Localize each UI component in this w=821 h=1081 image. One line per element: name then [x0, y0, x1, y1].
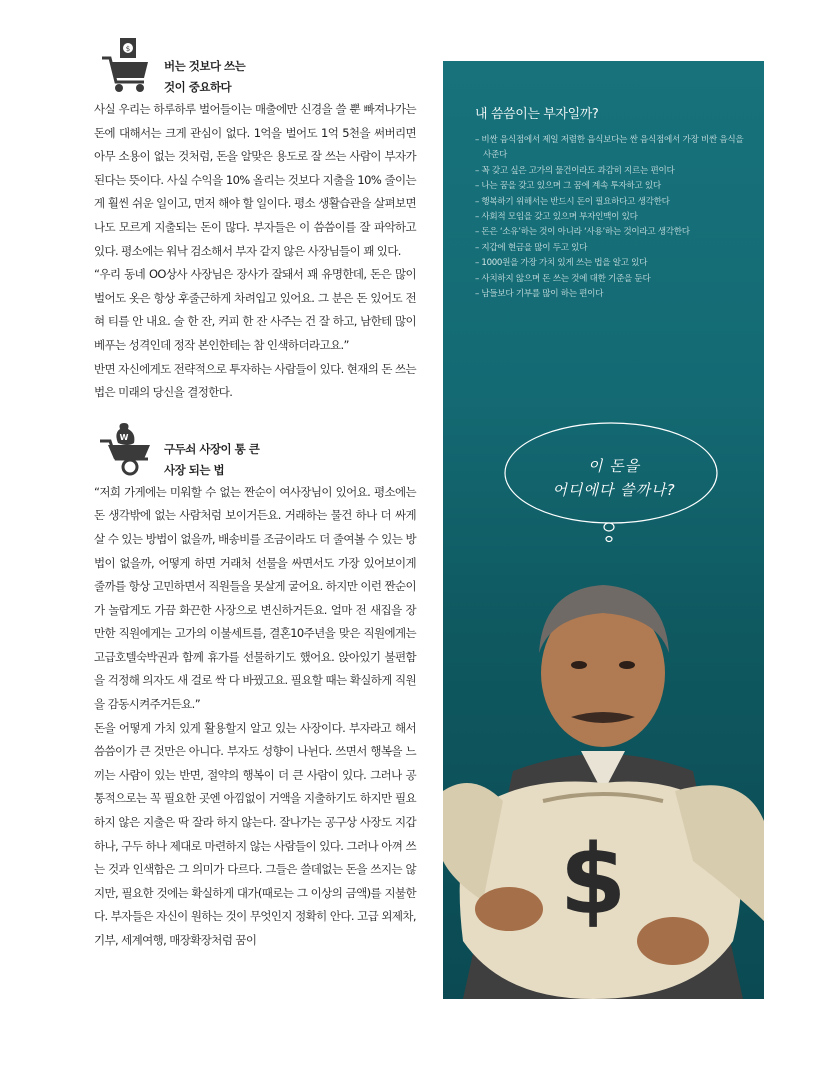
checklist-item: – 비싼 음식점에서 제일 저렴한 음식보다는 싼 음식점에서 가장 비싼 음식을 사준다 [475, 135, 744, 161]
svg-text:$: $ [125, 45, 131, 53]
checklist-item: – 돈은 ‘소유’하는 것이 아니라 ‘사용’하는 것이라고 생각한다 [475, 227, 690, 238]
bubble-line: 이 돈을 [587, 457, 641, 475]
svg-text:W: W [119, 432, 129, 442]
body-paragraph: 돈을 어떻게 가치 있게 활용할지 알고 있는 사장이다. 부자라고 해서 씀씀이가 큰 것만은 아니다. 부자도 성향이 나뉜다. 쓰면서 행복을 느끼는 사람이 있는 반면, 절약의 행복이 더 큰 사람이 있다. 그러나 공통적으로는 꼭 필요한 곳엔 아낌없이 거액을 지출하기도 하지만 필요하지 않은 지출은 딱 잘라 하지 않는다. 잘나가는 공구상 사장도 지갑 하나, 구두 하나 제대로 마련하지 않는 사람들이 있다. 그러나 아껴 쓰는 것과 인색함은 그 의미가 다르다. 그들은 쓸데없는 돈을 쓰지는 않지만, 필요한 것에는 확실하게 대가(때로는 그 이상의 금액)를 지불한다. 부자들은 자신이 원하는 것이 무엇인지 정확히 안다. 고급 외제차, 기부, 세계여행, 매장확장처럼 꿈이 [94, 720, 416, 947]
body-paragraph: 사실 우리는 하루하루 벌어들이는 매출에만 신경을 쓸 뿐 빠져나가는 돈에 대해서는 크게 관심이 없다. 1억을 벌어도 1억 5천을 써버리면 아무 소용이 없는 것처럼, 돈을 알맞은 용도로 잘 쓰는 사람이 부자가 된다는 뜻이다. 사실 수익을 10% 올리는 것보다 지출을 10% 줄이는 게 훨씬 쉬운 일이고, 먼저 해야 할 일이다. 평소 생활습관을 살펴보면 나도 모르게 지출되는 돈이 많다. 부자들은 이 씀씀이를 잘 파악하고 있다. 평소에는 워낙 검소해서 부자 같지 않은 사장님들이 꽤 있다. [94, 102, 416, 258]
sidebar-heading: 내 씀씀이는 부자일까? [475, 107, 599, 122]
section-title [164, 56, 245, 98]
section-header-spending [94, 36, 416, 98]
body-paragraph: 반면 자신에게도 전략적으로 투자하는 사람들이 있다. 현재의 돈 쓰는 법은 미래의 당신을 결정한다. [94, 361, 416, 400]
checklist-item: – 사치하지 않으며 돈 쓰는 것에 대한 기준을 둔다 [475, 273, 651, 284]
checklist-sidebar [443, 61, 764, 999]
section-header-stingy-boss [94, 419, 416, 481]
man-with-money-bags-illustration [443, 561, 764, 999]
shopping-cart-with-money-icon [100, 36, 152, 94]
section-title-line: 버는 것보다 쓰는 [164, 59, 246, 73]
wheelbarrow-money-bag-icon [100, 419, 152, 477]
thought-bubble-text [507, 454, 721, 502]
article-column [94, 36, 416, 953]
body-paragraph: “저희 가게에는 미워할 수 없는 짠순이 여사장님이 있어요. 평소에는 돈 생각밖에 없는 사람처럼 보이거든요. 거래하는 물건 하나 더 싸게 살 수 있는 방법이 없을까, 배송비를 조금이라도 더 줄여볼 수 있는 방법이 없을까, 어떻게 하면 거래처 선물을 싸면서도 가장 있어보이게 줄까를 항상 고민하면서 직원들을 못살게 굴어요. 하지만 이런 짠순이가 놀랍게도 가끔 화끈한 사장으로 변신하거든요. 얼마 전 새집을 장만한 직원에게는 고가의 이불세트를, 결혼10주년을 맞은 직원에게는 고급호텔숙박권과 함께 휴가를 선물하기도 했어요. 앉아있기 불편함을 걱정해 의자도 새 걸로 싹 다 바꿨고요. 필요할 때는 확실하게 직원을 감동시켜주거든요.” [94, 484, 416, 712]
checklist-item: – 행복하기 위해서는 반드시 돈이 필요하다고 생각한다 [475, 196, 670, 207]
section-title-line: 구두쇠 사장이 통 큰 [164, 441, 260, 456]
checklist-item: – 남들보다 기부를 많이 하는 편이다 [475, 289, 604, 300]
section-title-line: 사장 되는 법 [164, 462, 225, 477]
section-title [164, 439, 259, 481]
checklist [475, 133, 747, 302]
section-title-line: 것이 중요하다 [164, 80, 232, 94]
body-paragraph: “우리 동네 OO상사 사장님은 장사가 잘돼서 꽤 유명한데, 돈은 많이 벌어도 옷은 항상 후줄근하게 차려입고 있어요. 그 분은 돈 있어도 전혀 티를 안 내요. 술 한 잔, 커피 한 잔 사주는 건 잘 하고, 남한테 많이 베푸는 성격인데 정작 본인한테는 참 인색하더라고요.” [94, 267, 416, 352]
dollar-sign: $ [559, 824, 627, 936]
bubble-line: 어디에다 쓸까나? [552, 481, 676, 499]
checklist-item: – 1000원을 가장 가치 있게 쓰는 법을 알고 있다 [475, 258, 648, 269]
checklist-item: – 나는 꿈을 갖고 있으며 그 꿈에 계속 투자하고 있다 [475, 181, 661, 192]
checklist-item: – 지갑에 현금을 많이 두고 있다 [475, 242, 588, 253]
checklist-item: – 사회적 모임을 갖고 있으며 부자인맥이 있다 [475, 212, 638, 223]
checklist-item: – 꼭 갖고 싶은 고가의 물건이라도 과감히 지르는 편이다 [475, 165, 675, 176]
